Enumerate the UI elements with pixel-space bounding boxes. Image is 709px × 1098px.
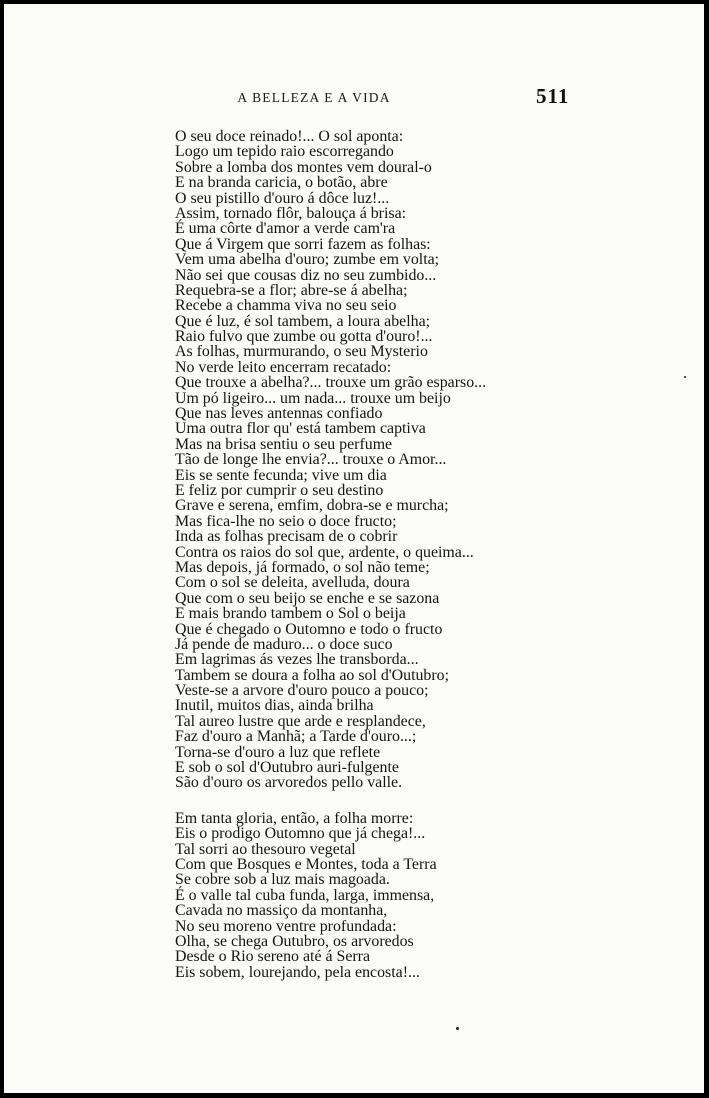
poem-line: Raio fulvo que zumbe ou gotta d'ouro!... (175, 328, 433, 346)
poem-line: São d'ouro os arvoredos pello valle. (175, 774, 403, 792)
poem-line: Requebra-se a flor; abre-se á abelha; (175, 281, 408, 299)
poem-line: E mais brando tambem o Sol o beija (175, 605, 406, 623)
ink-speck (456, 1027, 459, 1030)
poem-line: Inutil, muitos dias, ainda brilha (175, 697, 374, 715)
poem-line: Cavada no massiço da montanha, (175, 902, 388, 920)
poem-line: Em tanta gloria, então, a folha morre: (175, 809, 414, 827)
poem-line: Se cobre sob a luz mais magoada. (175, 871, 390, 889)
poem-line: Uma outra flor qu' está tambem captiva (175, 420, 426, 438)
book-page (4, 4, 704, 1093)
poem-line: Que á Virgem que sorri fazem as folhas: (175, 235, 431, 253)
poem-line: Eis o prodigo Outomno que já chega!... (175, 825, 426, 843)
running-title: A BELLEZA E A VIDA (237, 90, 391, 105)
poem-line: Faz d'ouro a Manhã; a Tarde d'ouro...; (175, 728, 417, 746)
poem-line: Tão de longe lhe envia?... trouxe o Amor... (175, 451, 447, 469)
poem-line: Assim, tornado flôr, balouça á brisa: (175, 204, 407, 222)
poem-line: Que com o seu beijo se enche e se sazona (175, 589, 440, 607)
poem-line: Vem uma abelha d'ouro; zumbe em volta; (175, 251, 440, 269)
poem-line: E na branda caricia, o botão, abre (175, 174, 388, 192)
poem-line: Com o sol se deleita, avelluda, doura (175, 574, 410, 592)
poem-line: Tal aureo lustre que arde e resplandece, (175, 712, 426, 730)
poem-line: Que nas leves antennas confiado (175, 405, 383, 423)
poem-line: Desde o Rio sereno até á Serra (175, 948, 371, 966)
poem-line: Logo um tepido raio escorregando (175, 143, 394, 161)
poem-line: Com que Bosques e Montes, toda a Terra (175, 855, 437, 873)
poem-line: O seu pistillo d'ouro á dôce luz!... (175, 189, 390, 207)
poem-line: Em lagrimas ás vezes lhe transborda... (175, 651, 419, 669)
poem-line: Que é luz, é sol tambem, a loura abelha; (175, 312, 431, 330)
poem-line: É o valle tal cuba funda, larga, immensa, (175, 886, 435, 904)
poem-line: Olha, se chega Outubro, os arvoredos (175, 932, 414, 950)
stanza (175, 129, 695, 791)
page-number: 511 (536, 84, 570, 108)
poem-line: Contra os raios do sol que, ardente, o queima... (175, 543, 474, 561)
poem-line: E sob o sol d'Outubro auri-fulgente (175, 759, 399, 777)
ink-speck (684, 376, 686, 378)
poem-body (175, 129, 695, 980)
poem-line: Tambem se doura a folha ao sol d'Outubro; (175, 666, 450, 684)
poem-line: Já pende de maduro... o doce suco (175, 635, 393, 653)
poem-line: O seu doce reinado!... O sol aponta: (175, 128, 404, 145)
poem-line: É uma côrte d'amor a verde cam'ra (175, 220, 396, 238)
poem-line: No verde leito encerram recatado: (175, 358, 392, 376)
poem-line: Eis sobem, lourejando, pela encosta!... (175, 963, 420, 981)
poem-line: Tal sorri ao thesouro vegetal (175, 840, 356, 858)
poem-line: Que é chegado o Outomno e todo o fructo (175, 620, 443, 638)
poem-line: Inda as folhas precisam de o cobrir (175, 528, 398, 546)
poem-line: Torna-se d'ouro a luz que reflete (175, 743, 381, 761)
stanza (175, 811, 695, 980)
poem-line: Veste-se a arvore d'ouro pouco a pouco; (175, 682, 429, 700)
poem-line: Um pó ligeiro... um nada... trouxe um beijo (175, 389, 451, 407)
poem-line: E feliz por cumprir o seu destino (175, 481, 384, 499)
poem-line: Não sei que cousas diz no seu zumbido... (175, 266, 437, 284)
poem-line: Grave e serena, emfim, dobra-se e murcha; (175, 497, 449, 515)
poem-line: Eis se sente fecunda; vive um dia (175, 466, 387, 484)
poem-line: No seu moreno ventre profundada: (175, 917, 397, 935)
poem-line: Recebe a chamma viva no seu seio (175, 297, 397, 315)
poem-line: Que trouxe a abelha?... trouxe um grão esparso... (175, 374, 487, 392)
poem-line: As folhas, murmurando, o seu Mysterio (175, 343, 428, 361)
poem-line: Mas fica-lhe no seio o doce fructo; (175, 512, 397, 530)
poem-line: Mas depois, já formado, o sol não teme; (175, 558, 430, 576)
poem-line: Mas na brisa sentiu o seu perfume (175, 435, 393, 453)
poem-line: Sobre a lomba dos montes vem doural-o (175, 158, 432, 176)
